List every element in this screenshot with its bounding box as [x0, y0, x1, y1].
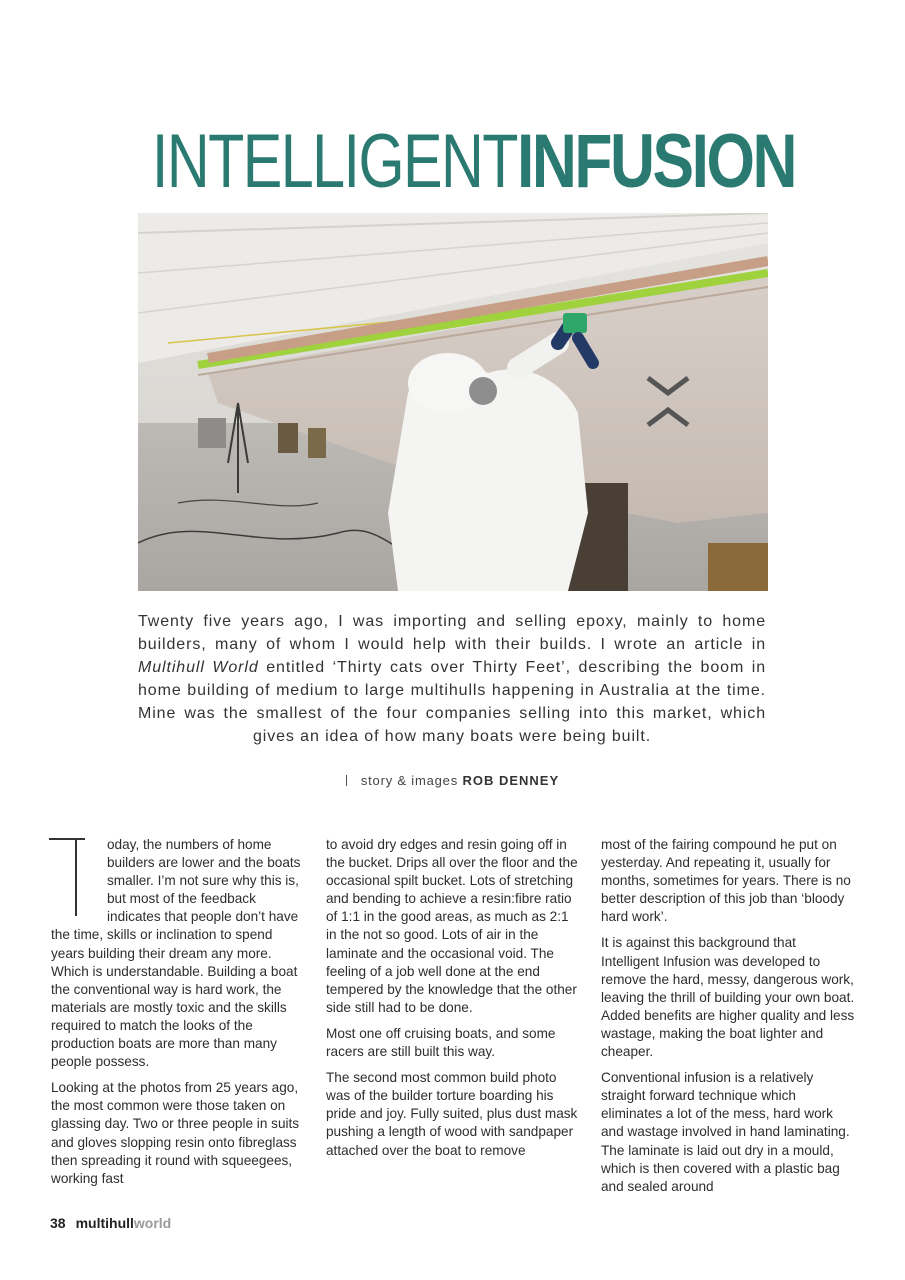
- paragraph: Conventional infusion is a relatively straight forward technique which eliminates a lot of the mess, hard work and wastage involved in hand laminating. The laminate is laid out dry in a mould, which is then covered with a plastic bag and sealed around: [601, 1070, 850, 1194]
- paragraph-text: oday, the numbers of home builders are lower and the boats smaller. I’m not sure why this is, but most of the feedback indicates that people don’t have the time, skills or inclination to spend years building their dream any more. Which is understandable. Building a boat the conventional way is hard work, the materials are mostly toxic and the skills required to match the looks of the production boats are more than many people possess.: [51, 837, 301, 1070]
- paragraph: The second most common build photo was of the builder torture boarding his pride and joy. Fully suited, plus dust mask pushing a length of wood with sandpaper attached over the boat to remove: [326, 1070, 578, 1158]
- drop-cap-stem: [75, 838, 77, 916]
- title-light: INTELLIGENT: [151, 119, 517, 204]
- drop-cap: [49, 838, 99, 920]
- brand-name-light: world: [133, 1215, 172, 1231]
- paragraph: It is against this background that Intelligent Infusion was developed to remove the hard, messy, dangerous work, leaving the thrill of building your own boat. Added benefits are higher quality and less wastage, making the boat lighter and cheaper.: [601, 935, 855, 1060]
- drop-cap-bar: [49, 838, 85, 840]
- column-2: [326, 836, 580, 1168]
- standfirst-part1: Twenty five years ago, I was importing and selling epoxy, mainly to home builders, many of whom I would help with their builds. I wrote an article in: [138, 613, 766, 653]
- column-3: [601, 836, 855, 1204]
- title-bold: INFUSION: [516, 119, 795, 204]
- standfirst: [138, 610, 766, 748]
- page-title: [0, 119, 905, 204]
- paragraph: Looking at the photos from 25 years ago, the most common were those taken on glassing day. Two or three people in suits and gloves slopping resin onto fibreglass then spreading it round with squeegees, working fast: [51, 1080, 300, 1186]
- byline-author: ROB DENNEY: [462, 773, 560, 788]
- paragraph: [51, 836, 305, 1071]
- page-number: 38: [50, 1215, 66, 1231]
- paragraph: Most one off cruising boats, and some racers are still built this way.: [326, 1025, 556, 1060]
- paragraph: most of the fairing compound he put on yesterday. And repeating it, usually for months, sometimes for years. There is no better description of this job than ‘bloody hard work’.: [601, 837, 851, 925]
- page-footer: [50, 1215, 171, 1231]
- byline-divider: [346, 775, 347, 786]
- column-1: [51, 836, 305, 1196]
- byline-prefix: story & images: [360, 773, 459, 788]
- byline: [0, 773, 905, 788]
- brand-name-bold: multihull: [75, 1215, 134, 1231]
- hero-photo: [138, 213, 768, 591]
- standfirst-part2: entitled ‘Thirty cats over Thirty Feet’, describing the boom in home building of medium to large multihulls happening in Australia at the time. Mine was the smallest of the four companies selling into this market, which gives an idea of how many boats were being built.: [138, 659, 767, 745]
- paragraph: to avoid dry edges and resin going off in the bucket. Drips all over the floor and the occasional spilt bucket. Lots of stretching and bending to achieve a resin:fibre ratio of 1:1 in the good areas, as much as 2:1 in the not so good. Lots of air in the laminate and the occasional void. The feeling of a job well done at the end tempered by the knowledge that the other side still had to be done.: [326, 837, 578, 1015]
- standfirst-magazine-title: Multihull World: [138, 659, 259, 676]
